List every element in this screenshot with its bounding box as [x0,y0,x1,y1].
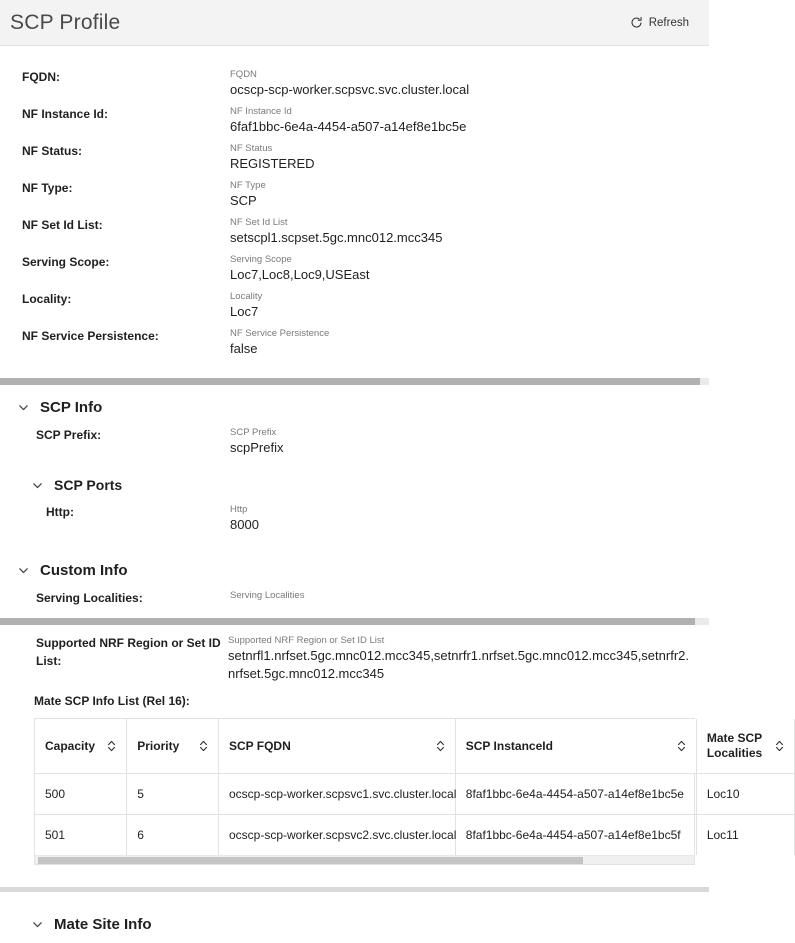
field-label: Http: [46,505,74,519]
sort-icon[interactable] [107,740,116,752]
field-caption: Http [230,504,248,515]
profile-horizontal-scrollbar[interactable] [0,378,709,385]
field-value: REGISTERED [230,156,315,171]
page-header [0,0,709,46]
refresh-label: Refresh [648,16,689,29]
field-caption: FQDN [230,69,257,80]
column-header-scp-instanceid[interactable] [455,719,696,774]
field-caption: Locality [230,291,263,302]
column-label: SCP InstanceId [465,738,553,753]
field-label: NF Set Id List: [22,218,103,232]
column-label: SCP FQDN [228,738,291,753]
field-nf-set-id-list [0,216,709,253]
field-caption: NF Set Id List [230,217,288,228]
table-row[interactable] [35,815,795,856]
sort-icon[interactable] [775,740,784,752]
field-nf-type [0,179,709,216]
field-label: Serving Scope: [22,255,110,269]
section-title: SCP Info [40,399,103,416]
mate-scp-table [34,718,763,865]
field-caption: NF Service Persistence [230,328,330,339]
field-value: setnrfl1.nrfset.5gc.mnc012.mcc345,setnrfr1.nrfset.5gc.mnc012.mcc345,setnrfr2.nrfset.5gc.mnc012.mcc345 [228,648,689,681]
field-serving-localities [0,589,709,614]
field-label: Serving Localities: [36,591,143,605]
cell-capacity: 501 [35,815,127,856]
field-caption: NF Type [230,180,266,191]
field-value: 6faf1bbc-6e4a-4454-a507-a14ef8e1bc5e [230,119,467,134]
column-label: Priority [137,738,180,753]
field-value: ocscp-scp-worker.scpsvc.svc.cluster.local [230,82,470,97]
field-value: false [230,341,258,356]
field-value: Loc7 [230,304,259,319]
field-value: SCP [230,193,257,208]
mate-scp-table-label: Mate SCP Info List (Rel 16): [34,694,190,708]
field-label: FQDN: [22,70,60,84]
field-nf-status [0,142,709,179]
field-value: setscpl1.scpset.5gc.mnc012.mcc345 [230,230,443,245]
section-title: Custom Info [40,562,128,579]
scrollbar-thumb[interactable] [0,378,700,385]
field-caption: NF Instance Id [230,106,292,117]
field-nf-service-persistence [0,327,709,364]
sort-icon[interactable] [677,740,686,752]
field-value: 8000 [230,517,259,532]
cell-scp-instanceid: 8faf1bbc-6e4a-4454-a507-a14ef8e1bc5e [455,774,696,815]
profile-fields [0,46,709,372]
column-header-priority[interactable] [127,719,219,774]
chevron-down-icon [18,402,29,413]
field-scp-prefix [0,426,709,463]
chevron-down-icon [32,919,43,930]
field-label: Supported NRF Region or Set ID List: [36,636,221,668]
chevron-down-icon [18,565,29,576]
field-nf-instance-id [0,105,709,142]
field-label: NF Service Persistence: [22,329,159,343]
field-serving-scope [0,253,709,290]
column-label: Mate SCP Localities [706,731,763,760]
section-scp-info[interactable] [0,385,709,426]
section-mate-site-info[interactable] [0,902,709,943]
field-caption: Supported NRF Region or Set ID List [228,635,385,646]
section-title: SCP Ports [54,477,123,493]
field-http-port [0,503,709,540]
table-header-row [35,719,795,774]
refresh-icon [630,16,643,29]
scrollbar-thumb[interactable] [38,857,583,864]
field-value: scpPrefix [230,440,284,455]
cell-priority: 5 [127,774,219,815]
field-caption: Serving Localities [230,590,305,601]
column-header-mate-scp-localities[interactable] [696,719,794,774]
table-horizontal-scrollbar[interactable] [35,855,694,864]
field-value: Loc7,Loc8,Loc9,USEast [230,267,370,282]
column-label: Capacity [45,738,96,753]
cell-scp-fqdn: ocscp-scp-worker.scpsvc2.svc.cluster.local [218,815,455,856]
cell-scp-fqdn: ocscp-scp-worker.scpsvc1.svc.cluster.local [218,774,455,815]
table-row[interactable] [35,774,795,815]
field-label: NF Type: [22,181,73,195]
cell-mate-scp-localities: Loc11 [696,815,794,856]
section-custom-info[interactable] [0,540,709,589]
field-locality [0,290,709,327]
cell-priority: 6 [127,815,219,856]
profile-content [0,46,763,933]
section-title: Mate Site Info [54,916,152,933]
section-scp-ports[interactable] [0,463,709,503]
field-label: SCP Prefix: [36,428,102,442]
field-supported-nrf-region [0,625,709,690]
field-caption: SCP Prefix [230,427,277,438]
cell-scp-instanceid: 8faf1bbc-6e4a-4454-a507-a14ef8e1bc5f [455,815,696,856]
field-label: NF Status: [22,144,82,158]
field-label: NF Instance Id: [22,107,109,121]
field-label: Locality: [22,292,72,306]
custom-info-horizontal-scrollbar[interactable] [0,618,709,625]
sort-icon[interactable] [436,740,445,752]
scrollbar-thumb[interactable] [0,618,695,625]
field-caption: NF Status [230,143,273,154]
sort-icon[interactable] [199,740,208,752]
column-header-scp-fqdn[interactable] [218,719,455,774]
column-header-capacity[interactable] [35,719,127,774]
page-title: SCP Profile [10,10,121,34]
cell-mate-scp-localities: Loc10 [696,774,794,815]
refresh-button[interactable] [624,12,695,33]
chevron-down-icon [32,480,43,491]
field-caption: Serving Scope [230,254,292,265]
field-fqdn [0,68,709,105]
cell-capacity: 500 [35,774,127,815]
